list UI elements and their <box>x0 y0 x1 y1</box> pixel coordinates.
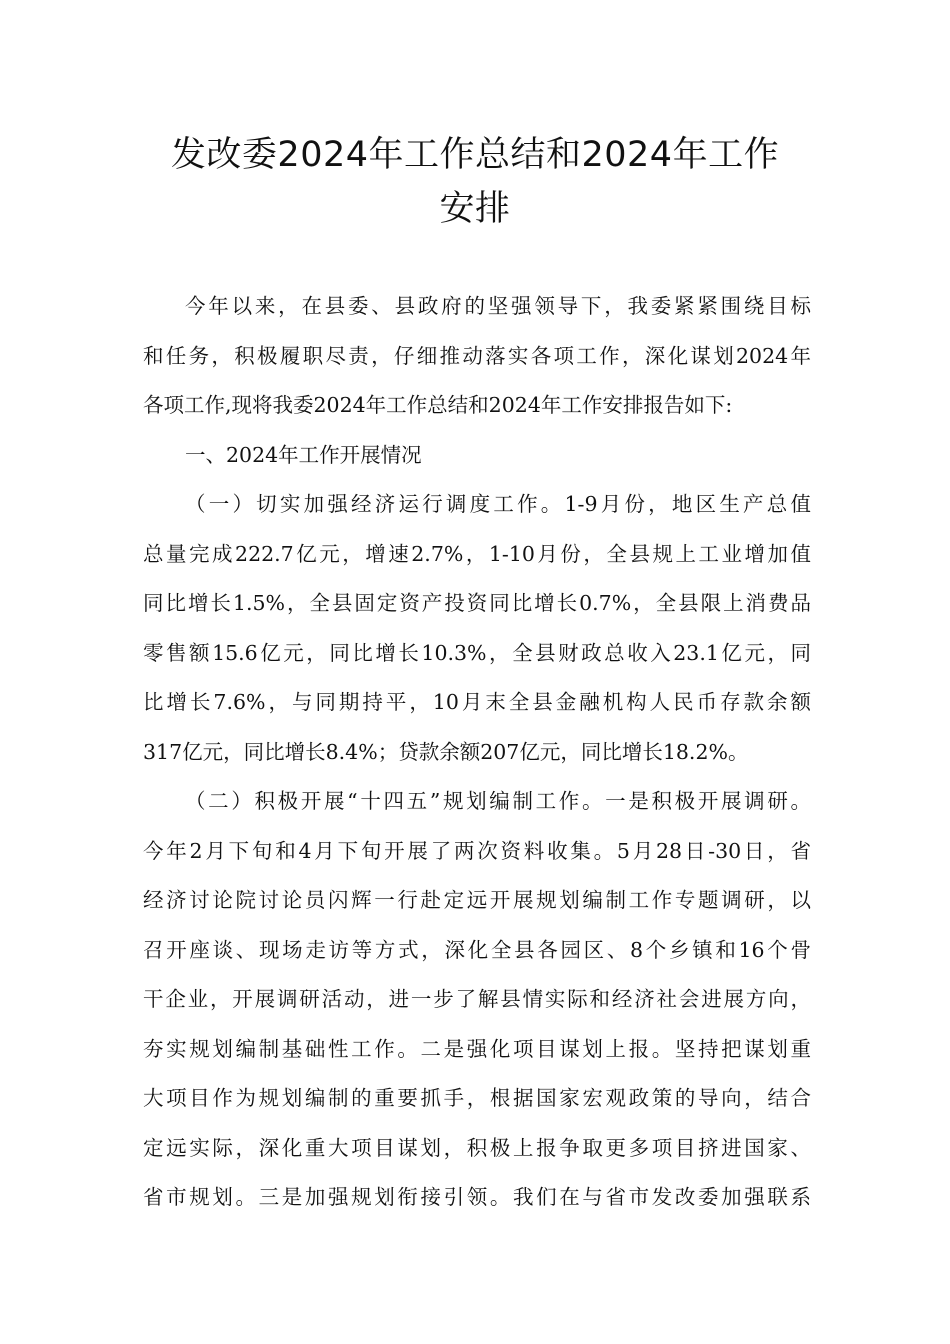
document-title <box>120 128 830 236</box>
paragraph-line: 省市规划。三是加强规划衔接引领。我们在与省市发改委加强联系 <box>143 1185 811 1209</box>
paragraph-line: 召开座谈、现场走访等方式，深化全县各园区、8个乡镇和16个骨 <box>143 937 811 962</box>
paragraph-line: （一）切实加强经济运行调度工作。1-9月份，地区生产总值 <box>185 492 811 516</box>
paragraph-line: 零售额15.6亿元，同比增长10.3%，全县财政总收入23.1亿元，同 <box>143 640 811 665</box>
paragraph-line: 夯实规划编制基础性工作。二是强化项目谋划上报。坚持把谋划重 <box>143 1036 811 1061</box>
title-line-2: 安排 <box>439 189 511 229</box>
paragraph-line: 各项工作,现将我委2024年工作总结和2024年工作安排报告如下: <box>143 393 733 417</box>
paragraph-line: 比增长7.6%，与同期持平，10月末全县金融机构人民币存款余额 <box>143 690 811 714</box>
paragraph-line: 总量完成222.7亿元，增速2.7%，1-10月份，全县规上工业增加值 <box>143 541 811 566</box>
paragraph-line: 和任务，积极履职尽责，仔细推动落实各项工作，深化谋划2024年 <box>143 343 811 368</box>
title-line-1: 发改委2024年工作总结和2024年工作 <box>170 135 780 175</box>
paragraph-line: 今年以来，在县委、县政府的坚强领导下，我委紧紧围绕目标 <box>185 294 811 318</box>
paragraph-line: 今年2月下旬和4月下旬开展了两次资料收集。5月28日-30日，省 <box>143 838 811 863</box>
paragraph-line: 317亿元，同比增长8.4%；贷款余额207亿元，同比增长18.2%。 <box>143 739 749 764</box>
paragraph-line: 大项目作为规划编制的重要抓手，根据国家宏观政策的导向，结合 <box>143 1086 811 1110</box>
document-body <box>143 282 811 1223</box>
section-heading: 一、2024年工作开展情况 <box>185 442 422 467</box>
paragraph-line: 干企业，开展调研活动，进一步了解县情实际和经济社会进展方向， <box>143 987 811 1011</box>
paragraph-line: 定远实际，深化重大项目谋划，积极上报争取更多项目挤进国家、 <box>143 1135 811 1160</box>
paragraph-line: 经济讨论院讨论员闪辉一行赴定远开展规划编制工作专题调研，以 <box>143 888 811 912</box>
paragraph-line: 同比增长1.5%，全县固定资产投资同比增长0.7%，全县限上消费品 <box>143 591 811 615</box>
paragraph-line: （二）积极开展“十四五”规划编制工作。一是积极开展调研。 <box>185 789 811 813</box>
